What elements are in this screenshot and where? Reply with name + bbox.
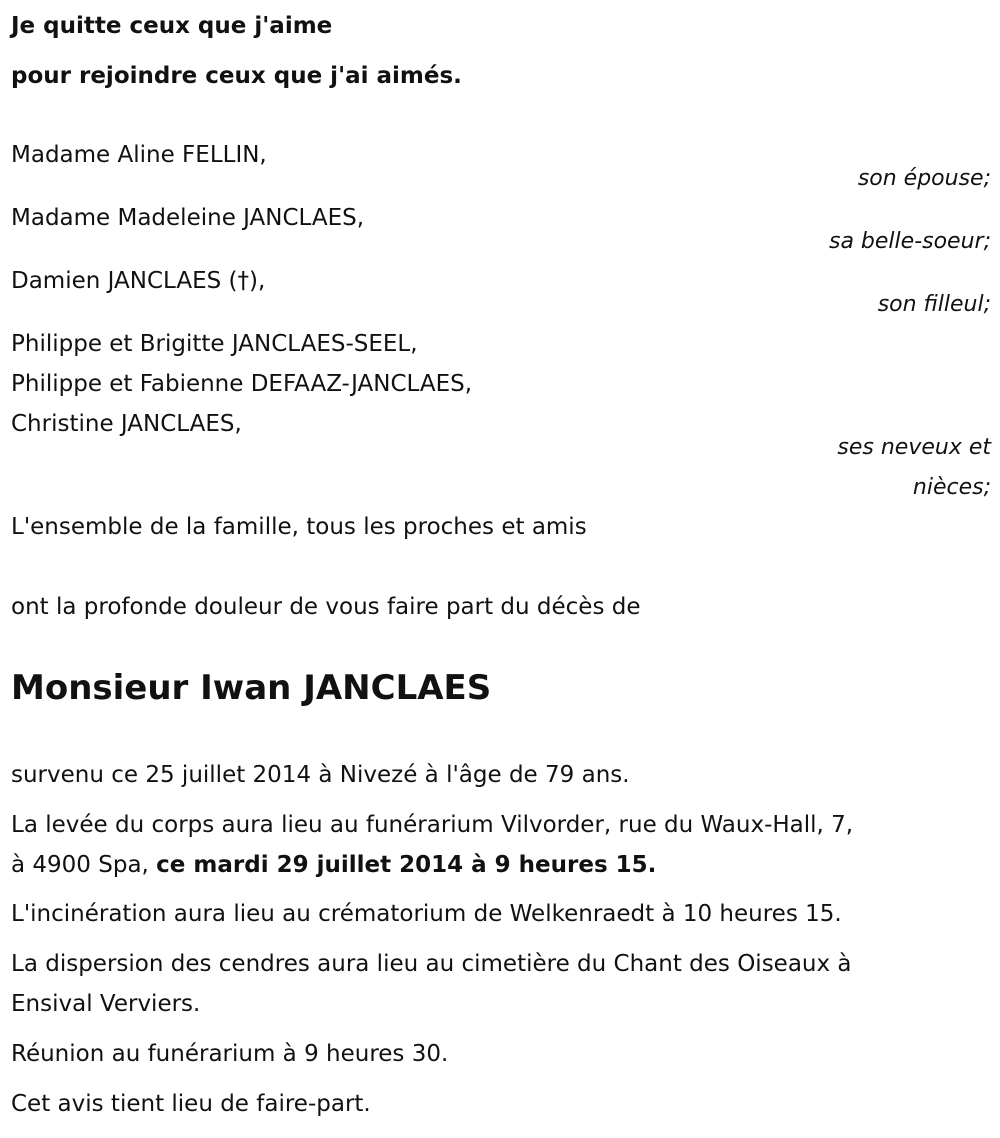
detail-levee-line-2 [11,851,656,879]
detail-survenu: survenu ce 25 juillet 2014 à Nivezé à l'âge de 79 ans. [11,762,630,788]
detail-dispersion-line-2: Ensival Verviers. [11,991,201,1017]
family-name-niece: Christine JANCLAES, [11,411,242,437]
detail-levee-prefix: à 4900 Spa, [11,852,157,878]
family-role-nephews-line-2: nièces; [912,475,991,500]
epitaph-line-1: Je quitte ceux que j'aime [11,13,333,39]
detail-faire-part: Cet avis tient lieu de faire-part. [11,1091,371,1117]
family-role-nephews-line-1: ses neveux et [837,435,991,460]
detail-incineration: L'incinération aura lieu au crématorium de Welkenraedt à 10 heures 15. [11,901,842,927]
epitaph-line-2: pour rejoindre ceux que j'ai aimés. [11,63,462,89]
detail-reunion: Réunion au funérarium à 9 heures 30. [11,1041,449,1067]
family-name-godson: Damien JANCLAES (†), [11,268,266,294]
family-name-spouse: Madame Aline FELLIN, [11,142,267,168]
family-role-godson: son filleul; [877,292,991,317]
deceased-name: Monsieur Iwan JANCLAES [11,668,492,708]
announcement-line: ont la profonde douleur de vous faire part du décès de [11,594,641,620]
ensemble-line: L'ensemble de la famille, tous les proches et amis [11,514,587,540]
family-name-nephew-1: Philippe et Brigitte JANCLAES-SEEL, [11,331,418,357]
family-role-spouse: son épouse; [857,166,991,191]
family-role-sister-in-law: sa belle-soeur; [829,229,991,254]
detail-levee-line-1: La levée du corps aura lieu au funérarium Vilvorder, rue du Waux-Hall, 7, [11,812,854,838]
family-name-nephew-2: Philippe et Fabienne DEFAAZ-JANCLAES, [11,371,473,397]
detail-dispersion-line-1: La dispersion des cendres aura lieu au cimetière du Chant des Oiseaux à [11,951,852,977]
family-name-sister-in-law: Madame Madeleine JANCLAES, [11,205,365,231]
detail-levee-date: ce mardi 29 juillet 2014 à 9 heures 15. [156,852,657,878]
